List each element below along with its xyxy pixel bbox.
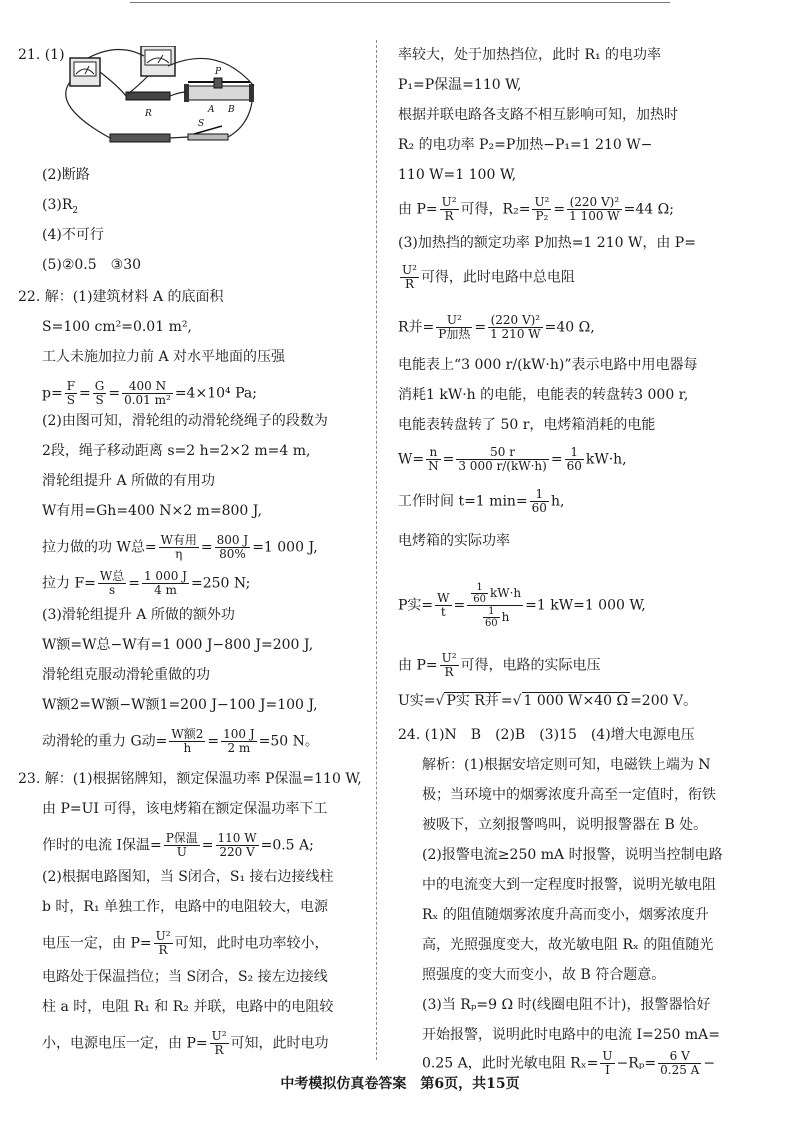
label-B: B — [228, 105, 235, 115]
q24-line5: (2)报警电流≥250 mA 时报警，说明当控制电路 — [422, 847, 723, 863]
r-line15: 电烤箱的实际功率 — [398, 533, 510, 549]
r-line16: P实= $\frac{W}{t}$ = $\frac{1}{60}$ kW·h $\frac{1}{60}$ h =1 kW=1 000 W, — [398, 582, 646, 629]
top-rule — [130, 2, 670, 3]
q24-line6: 中的电流变大到一定程度时报警，说明光敏电阻 — [422, 877, 716, 893]
q24-line1: 24. (1)N B (2)B (3)15 (4)增大电源电压 — [398, 727, 695, 743]
q23-line3: 作时的电流 I保温= $\frac{\text{P保温}}{U}$ = $\frac{110 W}{220 V}$ =0.5 A; — [42, 831, 314, 859]
q23-line6: 电压一定，由 P= $\frac{\text{U²}}{R}$ 可知，此时电功率较小， — [42, 929, 329, 957]
r-line8: $\frac{\text{U²}}{R}$ 可得，此时电路中总电阻 — [402, 263, 575, 291]
q22-line3: 工人未施加拉力前 A 对水平地面的压强 — [42, 349, 286, 365]
voltmeter-icon — [141, 46, 175, 76]
r-line5: 110 W=1 100 W, — [398, 167, 517, 183]
q24-line4: 被吸下，立刻报警鸣叫，说明报警器在 B 处。 — [422, 817, 708, 833]
q24-line11: 开始报警，说明此时电路中的电流 I=250 mA= — [422, 1027, 720, 1043]
q22-line12: W额=W总−W有=1 000 J−800 J=200 J, — [42, 637, 314, 653]
r-line13: W= $\frac{n}{N}$ = $\frac{50 r}{3 000 r/(kW\cdot h)}$ = $\frac{1}{60}$ kW·h, — [398, 445, 627, 473]
label-R: R — [145, 109, 152, 119]
r-line1: 率较大，处于加热挡位，此时 R₁ 的电功率 — [398, 47, 662, 63]
r-line6: 由 P= $\frac{\text{U²}}{R}$ 可得，R₂= $\frac{\text{U²}}{\text{P₂}}$ = $\frac{\text{(220 V)²}}{1 100 W}$ =44 Ω; — [398, 195, 674, 223]
q22-line4: p= $\frac{F}{S}$ = $\frac{G}{S}$ = $\frac{400 N}{\text{0.01 m²}}$ =4×10⁴ Pa; — [42, 379, 257, 407]
circuit-figure — [48, 46, 258, 150]
q22-line2: S=100 cm²=0.01 m², — [42, 319, 192, 335]
q23-line4: (2)根据电路图知，当 S闭合，S₁ 接右边接线柱 — [42, 869, 334, 885]
q22-line7: 滑轮组提升 A 所做的有用功 — [42, 473, 216, 489]
q21-part4: (4)不可行 — [42, 227, 104, 243]
q24-line3: 极；当环境中的烟雾浓度升高至一定值时，衔铁 — [422, 787, 716, 803]
q23-line9: 小，电源电压一定，由 P= $\frac{\text{U²}}{R}$ 可知，此时电功 — [42, 1029, 329, 1057]
r-line14: 工作时间 t=1 min= $\frac{1}{60}$ h, — [398, 487, 565, 515]
r-line12: 电能表转盘转了 50 r，电烤箱消耗的电能 — [398, 417, 656, 433]
label-P: P — [215, 67, 222, 77]
label-A: A — [208, 105, 215, 115]
q24-line7: Rₓ 的阻值随烟雾浓度升高而变小，烟雾浓度升 — [422, 907, 709, 923]
r-line7: (3)加热挡的额定功率 P加热=1 210 W，由 P= — [398, 235, 696, 251]
r-line3: 根据并联电路各支路不相互影响可知，加热时 — [398, 107, 678, 123]
q21-part5: (5)②0.5 ③30 — [42, 257, 142, 273]
battery-icon — [110, 134, 170, 142]
q24-line12: 0.25 A，此时光敏电阻 Rₓ= $\frac{U}{I}$ −Rₚ= $\frac{6 V}{0.25 A}$ − — [422, 1049, 716, 1077]
q22-line11: (3)滑轮组提升 A 所做的额外功 — [42, 607, 235, 623]
r-line10: 电能表上“3 000 r/(kW·h)”表示电路中用电器每 — [398, 357, 698, 373]
q22-line9: 拉力做的功 W总= $\frac{\text{W有用}}{\eta}$ = $\frac{800 J}{80\%}$ =1 000 J, — [42, 533, 318, 561]
q22-line6: 2段，绳子移动距离 s=2 h=2×2 m=4 m, — [42, 443, 311, 459]
q22-line10: 拉力 F= $\frac{\text{W总}}{s}$ = $\frac{1 000 J}{4 m}$ =250 N; — [42, 569, 251, 597]
r-line2: P₁=P保温=110 W, — [398, 77, 522, 93]
r-line11: 消耗1 kW·h 的电能，电能表的转盘转3 000 r, — [398, 387, 689, 403]
q24-line2: 解析：(1)根据安培定则可知，电磁铁上端为 N — [422, 757, 711, 773]
resistor-icon — [126, 92, 170, 100]
q23-line5: b 时，R₁ 单独工作，电路中的电阻较大，电源 — [42, 899, 329, 915]
ammeter-icon — [70, 58, 100, 86]
q22-line14: W额2=W额−W额1=200 J−100 J=100 J, — [42, 697, 318, 713]
column-divider — [376, 40, 377, 1060]
q21-number: 21. (1) — [18, 47, 65, 63]
q21-part2: (2)断路 — [42, 167, 90, 183]
r-line17: 由 P= $\frac{\text{U²}}{R}$ 可得，电路的实际电压 — [398, 651, 601, 679]
r-line18: U实=√ P实 R并 =√ 1 000 W×40 Ω =200 V。 — [398, 693, 698, 709]
q24-line9: 照强度的变大而变小，故 B 符合题意。 — [422, 967, 666, 983]
rheostat-icon — [184, 78, 254, 102]
page-footer: 中考模拟仿真卷答案 第6页，共15页 — [280, 1076, 520, 1092]
q22-line13: 滑轮组克服动滑轮重做的功 — [42, 667, 210, 683]
r-line9: R并= $\frac{\text{U²}}{\text{P加热}}$ = $\frac{\text{(220 V)²}}{1 210 W}$ =40 Ω, — [398, 313, 595, 341]
q22-line15: 动滑轮的重力 G动= $\frac{\text{W额2}}{h}$ = $\frac{100 J}{2 m}$ =50 N。 — [42, 727, 319, 755]
q22-line5: (2)由图可知，滑轮组的动滑轮绕绳子的段数为 — [42, 413, 328, 429]
q24-line10: (3)当 Rₚ=9 Ω 时(线圈电阻不计)，报警器恰好 — [422, 997, 711, 1013]
q23-line1: 23. 解：(1)根据铭牌知，额定保温功率 P保温=110 W, — [18, 771, 362, 787]
q22-line8: W有用=Gh=400 N×2 m=800 J, — [42, 503, 262, 519]
switch-icon — [188, 126, 228, 140]
q23-line7: 电路处于保温挡位；当 S闭合，S₂ 接左边接线 — [42, 969, 328, 985]
q24-line8: 高，光照强度变大，故光敏电阻 Rₓ 的阻值随光 — [422, 937, 714, 953]
q22-line1: 22. 解：(1)建筑材料 A 的底面积 — [18, 289, 224, 305]
label-S: S — [198, 119, 205, 129]
q23-line8: 柱 a 时，电阻 R₁ 和 R₂ 并联，电路中的电阻较 — [42, 999, 334, 1015]
q21-part3: $(3)R_2$ — [42, 197, 79, 216]
r-line4: R₂ 的电功率 P₂=P加热−P₁=1 210 W− — [398, 137, 653, 153]
q23-line2: 由 P=UI 可得，该电烤箱在额定保温功率下工 — [42, 801, 328, 817]
